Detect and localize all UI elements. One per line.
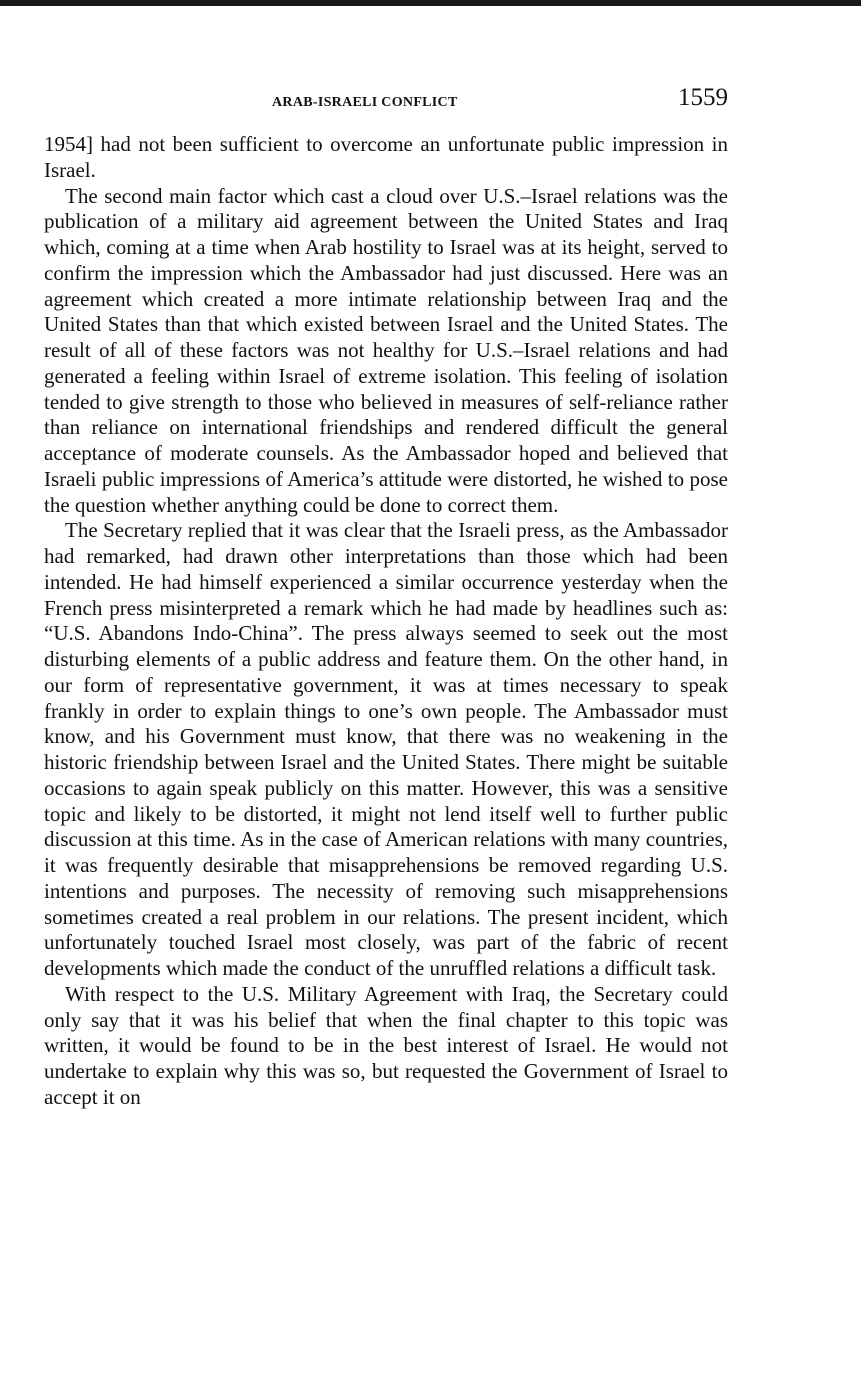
paragraph: With respect to the U.S. Military Agreement with Iraq, the Secretary could only say that it was his belief that when the final chapter to this topic was written, it would be found to be in the best interest of Israel. He would not undertake to explain why this was so, but requested the Government of Israel to accept it on: [44, 981, 728, 1109]
body-text: [44, 132, 728, 1111]
running-title: ARAB-ISRAELI CONFLICT: [272, 95, 458, 110]
paragraph: The second main factor which cast a cloud over U.S.–Israel relations was the publication of a military aid agreement between the United States and Iraq which, coming at a time when Arab hostility to Israel was at its height, served to confirm the impression which the Ambassador had just discussed. Here was an agreement which created a more intimate relationship between Iraq and the United States than that which existed between Israel and the United States. The result of all of these factors was not healthy for U.S.–Israel relations and had generated a feeling within Israel of extreme isolation. This feeling of isolation tended to give strength to those who believed in measures of self-reliance rather than reliance on international friendships and rendered difficult the general acceptance of moderate counsels. As the Ambassador hoped and believed that Israeli public impressions of America’s attitude were distorted, he wished to pose the question whether anything could be done to correct them.: [44, 183, 728, 517]
paragraph: The Secretary replied that it was clear that the Israeli press, as the Ambassador had remarked, had drawn other interpretations than those which had been intended. He had himself experienced a similar occurrence yesterday when the French press misinterpreted a remark which he had made by headlines such as: “U.S. Abandons Indo-China”. The press always seemed to seek out the most disturbing elements of a public address and feature them. On the other hand, in our form of representative government, it was at times necessary to speak frankly in order to explain things to one’s own people. The Ambassador must know, and his Government must know, that there was no weakening in the historic friendship between Israel and the United States. There might be suitable occasions to again speak publicly on this matter. However, this was a sensitive topic and likely to be distorted, it might not lend itself well to further public discussion at this time. As in the case of American relations with many countries, it was frequently desirable that misapprehensions be removed regarding U.S. intentions and purposes. The necessity of removing such misapprehensions sometimes created a real problem in our relations. The present incident, which unfortunately touched Israel most closely, was part of the fabric of recent developments which made the conduct of the unruffled relations a difficult task.: [44, 518, 728, 980]
page-number: 1559: [678, 84, 728, 111]
paragraph-continued: 1954] had not been sufficient to overcome an unfortunate public impression in Israel.: [44, 132, 728, 182]
top-border-rule: [0, 0, 861, 6]
